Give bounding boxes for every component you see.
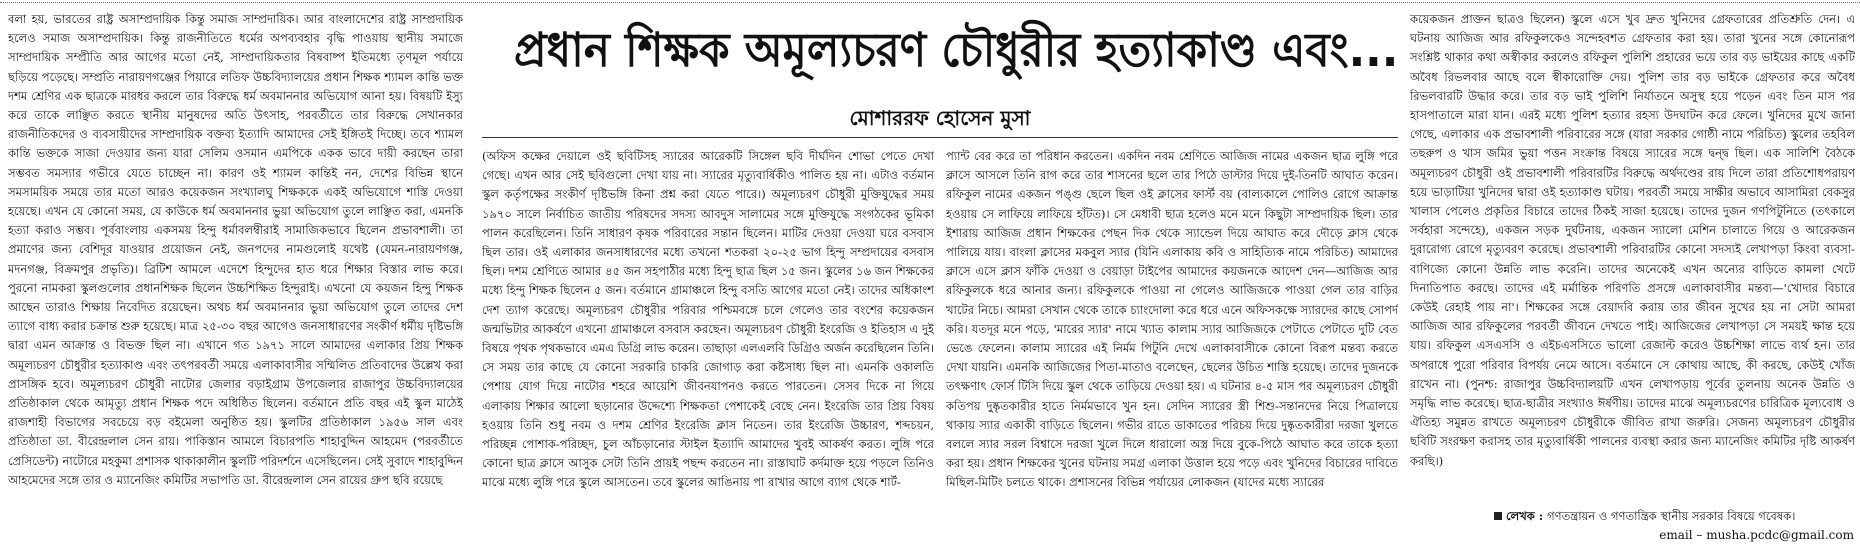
- article-column-2: [482, 147, 934, 538]
- author-email: email – musha.pcdc@gmail.com: [1659, 528, 1854, 542]
- top-dotted-rule: [0, 2, 1860, 3]
- author-note: [1494, 508, 1854, 524]
- author-note-text: গণতন্ত্রায়ন ও গণতান্ত্রিক স্থানীয় সরকার বিষয়ে গবেষক।: [1547, 509, 1796, 523]
- byline-rule: [482, 137, 1398, 138]
- bullet-square-icon: [1494, 512, 1502, 520]
- author-byline: মোশাররফ হোসেন মুসা: [849, 106, 1031, 130]
- column-2-text: (অফিস কক্ষের দেয়ালে ওই ছবিটিসহ স্যারের আরেকটি সিঙ্গেল ছবি দীর্ঘদিন শোভা পেতে দেখা গেছে। এখন আর সেই ছবিগুলো দেখা যায় না। স্যারের মৃত্যুবার্ষিকীও পালিত হয় না। এটাও বর্তমান স্কুল কর্তৃপক্ষের সংকীর্ণ দৃষ্টিভঙ্গি কিনা প্রশ্ন করা যেতে পারে।) অমূল্যচরণ চৌধুরী মুক্তিযুদ্ধের সময় ১৯৭০ সালে নির্বাচিত জাতীয় পরিষদের সদস্য আবদুস সালামের সঙ্গে মুক্তিযুদ্ধে সংগঠকের ভূমিকা পালন করেছিলেন। তিনি সাধারণ কৃষক পরিবারের সন্তান ছিলেন। মাটির দেওয়া দেওয়া ঘরে বসবাস ছিল তার। ওই এলাকার জনসাধারণের মধ্যে তখনো শতকরা ২০-২৫ ভাগ হিন্দু সম্প্রদায়ের বসবাস ছিল। দশম শ্রেণিতে আমার ৪৫ জন সহপাঠীর মধ্যে হিন্দু ছাত্র ছিল ১৫ জন। স্কুলের ১৬ জন শিক্ষকের মধ্যে হিন্দু শিক্ষক ছিলেন ৫ জন। বর্তমানে গ্রামাঞ্চলে হিন্দু বসতি আগের মতো নেই। তাদের অধিকাংশ দেশ ত্যাগ করেছে। অমূল্যচরণ চৌধুরীর পরিবার পশ্চিমবঙ্গে চলে গেলেও তার বংশের কয়েকজন জন্মভিটার আকর্ষণে এখনো গ্রামাঞ্চলে বসবাস করছেন। অমূল্যচরণ চৌধুরী ইংরেজি ও ইতিহাস এ দুই বিষয়ে পৃথক পৃথকভাবে এমএ ডিগ্রি লাভ করেন। তাছাড়া এলএলবি ডিগ্রিও অর্জন করেছিলেন তিনি। সে সময় তার কাছে যে কোনো সরকারি চাকরি জোগাড় করা কষ্টসাধ্য ছিল না। এমনকি ওকালতি পেশায় যোগ দিয়ে নাটোর শহরে আয়েশি জীবনযাপনও করতে পারতেন। সেসব দিকে না গিয়ে এলাকায় শিক্ষার আলো ছড়ানোর উদ্দেশ্যে শিক্ষকতা পেশাকেই বেছে নেন। ইংরেজি তার প্রিয় বিষয় হওয়ায় তিনি শুধু নবম ও দশম শ্রেণির ইংরেজি ক্লাস নিতেন। তার ইংরেজি উচ্চারণ, শব্দচয়ন, পরিচ্ছন্ন পোশাক-পরিচ্ছদ, চুল আঁচড়ানোর স্টাইল ইত্যাদি আমাদের খুবই আকর্ষণ করত। লুঙ্গি পরে কোনো ছাত্র ক্লাসে আসুক সেটা তিনি প্রায়ই পছন্দ করতেন না। রাস্তাঘাট কর্দমাক্ত হয়ে পড়লে তিনিও মাঝে মধ্যে লুঙ্গি পরে স্কুলে আসতেন। তবে স্কুলের আঙিনায় পা রাখার আগে ব্যাগ থেকে শার্ট-: [482, 149, 934, 490]
- author-note-label: লেখক :: [1506, 509, 1544, 523]
- headline: প্রধান শিক্ষক অমূল্যচরণ চৌধুরীর হত্যাকাণ্ড এবং...: [514, 23, 1399, 78]
- article-column-3: [946, 147, 1398, 538]
- column-4-text: কয়েকজন প্রাক্তন ছাত্রও ছিলেন) স্কুলে এসে খুব দ্রুত খুনিদের গ্রেফতারের প্রতিশ্রুতি দেন। এ ঘটনায় আজিজ আর রফিকুলকেও সন্দেহবশত গ্রেফতার করা হয়। তারা খুনের সঙ্গে কোনোরূপ সংশ্লিষ্ট থাকার কথা অস্বীকার করলেও রফিকুল পুলিশি প্রহারের ভয়ে তার বড় ভাইয়ের কাছে একটি অবৈধ রিভলবার আছে বলে স্বীকারোক্তি দেয়। পুলিশ তার বড় ভাইকে গ্রেফতার করে অবৈধ রিভলবারটি উদ্ধার করে। তার বড় ভাই পুলিশি নির্যাতনে অসুস্থ হয়ে পড়েন এবং তিন মাস পর হাসপাতালে মারা যান। এরই মধ্যে পুলিশ হত্যার রহস্য উদঘাটন করে ফেলে। খুনিদের মুখে জানা গেছে, এলাকার এক প্রভাবশালী পরিবারের সঙ্গে (যারা সরকার গোষ্ঠী নামে পরিচিত) স্কুলের তহবিল তছরুপ ও খাস জমির ভুয়া পত্তন সংক্রান্ত বিষয়ে স্যারের সঙ্গে দ্বন্দ্ব ছিল। এক সালিশি বৈঠকে অমূল্যচরণ চৌধুরী ওই প্রভাবশালী পরিবারটির বিরুদ্ধে অর্থদণ্ডের রায় দিলে তারা প্রতিশোধপরায়ণ হয়ে ভাড়াটিয়া খুনিদের দ্বারা ওই হত্যাকাণ্ড ঘটায়। পরবর্তী সময়ে সাক্ষীর অভাবে আসামিরা বেকসুর খালাস পেলেও প্রকৃতির বিচারে তাদের ঠিকই সাজা হয়েছে। তাদের দুজন গণপিটুনিতে (তৎকালে সর্বহারা সন্দেহে), একজন সড়ক দুর্ঘটনায়, একজন স্যালো মেশিন চালাতে গিয়ে ও আরেকজন দুরারোগ্য রোগে মৃত্যুবরণ করেছে। প্রভাবশালী পরিবারটির কোনো সদস্যই লেখাপড়া কিংবা ব্যবসা-বাণিজ্যে কোনো উন্নতি লাভ করেনি। তাদের অনেকেই এখন অন্যের বাড়িতে কামলা খেটে দিনাতিপাত করছে। তাদের এই মর্মান্তিক পরিণতি প্রসঙ্গে এলাকাবাসীর মন্তব্য—'খোদার বিচারে কেউই রেহাই পায় না'। শিক্ষকের সঙ্গে বেয়াদবি করায় তার জীবন সুখের হয় না সেটা আমরা আজিজ আর রফিকুলের পরবর্তী জীবনে দেখতে পাই। আজিজের লেখাপড়া সে সময়ই ক্ষান্ত হয়ে যায়। রফিকুল এসএসসি ও এইচএসসিতে ভালো রেজাল্ট করেও উচ্চশিক্ষা লাভে ব্যর্থ হন। তার অপরাধে পুরো পরিবার বিপর্যয় নেমে আসে। বর্তমানে সে কোথায় আছে, কী করছে, কেউই খোঁজ রাখেন না। (পুনশ্চ: রাজাপুর উচ্চবিদ্যালয়টি এখন লেখাপড়ায় পূর্বের তুলনায় অনেক উন্নতি ও সমৃদ্ধি লাভ করেছে। ছাত্র-ছাত্রীর সংখ্যাও ঈর্ষণীয়। তাদের মাঝে অমূল্যচরণের চারিত্রিক মূল্যবোধ ও ঐতিহ্য সমুন্নত রাখতে অমূল্যচরণ চৌধুরীকে জীবিত রাখা জরুরি। সেজন্য অমূল্যচরণ চৌধুরীর ছবিটি সংরক্ষণ করাসহ তার মৃত্যুবার্ষিকী পালনের ব্যবস্থা করার জন্য ম্যানেজিং কমিটির দৃষ্টি আকর্ষণ করছি।): [1410, 12, 1855, 468]
- article-column-1: [8, 10, 463, 542]
- article-column-4: [1410, 10, 1855, 500]
- column-1-text: বলা হয়, ভারতের রাষ্ট্র অসাম্প্রদায়িক কিন্তু সমাজ সাম্প্রদায়িক। আর বাংলাদেশের রাষ্ট্র সাম্প্রদায়িক হলেও সমাজ অসাম্প্রদায়িক। কিন্তু রাজনীতিতে ধর্মের অপব্যবহার বৃদ্ধি পাওয়ায় স্থানীয় সমাজে সাম্প্রদায়িক সম্প্রীতি আর আগের মতো নেই, সাম্প্রদায়িকতার বিষবাষ্প ইতিমধ্যে তৃণমূল পর্যায়ে ছড়িয়ে পড়েছে। সম্প্রতি নারায়ণগঞ্জের পিয়ারে লতিফ উচ্চবিদ্যালয়ের প্রধান শিক্ষক শ্যামল কান্তি ভক্ত দশম শ্রেণির এক ছাত্রকে মারধর করলে তার বিরুদ্ধে ধর্ম অবমাননার অভিযোগ আনা হয়। বিষয়টি ইস্যু করে তাকে লাঞ্ছিত করতে স্থানীয় মানুষদের অতি উৎসাহ, পরবর্তীতে তার বিরুদ্ধে সেখানকার রাজনীতিকদের ও ব্যবসায়ীদের সাম্প্রদায়িক বক্তব্য ইত্যাদি আমাদের সেই ইঙ্গিতই দিচ্ছে। তবে শ্যামল কান্তি ভক্তকে সাজা দেওয়ার জন্য যারা সেলিম ওসমান এমপিকে একক ভাবে দায়ী করছেন তারা সম্ভবত সমস্যার গভীরে যেতে চাচ্ছেন না। কারণ ওই শ্যামল কান্তিই নন, দেশের বিভিন্ন স্থানে সমসাময়িক সময়ে তার মতো আরও কয়েকজন সংখ্যালঘু শিক্ষককে একই অভিযোগে শাস্তি দেওয়া হয়েছে। এখন যে কোনো সময়, যে কাউকে ধর্ম অবমাননার ভুয়া অভিযোগ তুলে লাঞ্ছিত করা, এমনকি হত্যা করাও সম্ভব। পূর্ববাংলায় একসময় হিন্দু ধর্মাবলম্বীরাই সামাজিকভাবে ছিলেন প্রভাবশালী। তা প্রমাণের জন্য বেশিদূর যাওয়ার প্রয়োজন নেই, জনপদের নামগুলোই যথেষ্ট (যেমন-নারায়ণগঞ্জ, মদনগঞ্জ, বিক্রমপুর প্রভৃতি)। ব্রিটিশ আমলে এদেশে হিন্দুদের হাত ধরে শিক্ষার বিস্তার লাভ করে। পুরনো নামকরা স্কুলগুলোর প্রধানশিক্ষক ছিলেন উচ্চশিক্ষিত হিন্দুরাই। এখনো যে কয়জন হিন্দু শিক্ষক আছেন তারাও শিক্ষায় নিবেদিত রয়েছেন। অথচ ধর্ম অবমাননার ভুয়া অভিযোগ তুলে তাদের দেশ ত্যাগে বাধ্য করার চক্রান্ত শুরু হয়েছে। মাত্র ২৫-৩০ বছর আগেও জনসাধারণের সংকীর্ণ ধর্মীয় দৃষ্টিভঙ্গি দ্বারা এমন আক্রান্ত ও বিভক্ত ছিল না। এখানে গত ১৯৭১ সালে আমাদের এলাকার প্রিয় শিক্ষক অমূল্যচরণ চৌধুরীর হত্যাকাণ্ড এবং তৎপরবর্তী সময়ে এলাকাবাসীর সম্মিলিত প্রতিবাদের উল্লেখ করা প্রাসঙ্গিক হবে। অমূল্যচরণ চৌধুরী নাটোর জেলার বড়াইগ্রাম উপজেলার রাজাপুর উচ্চবিদ্যালয়ের প্রতিষ্ঠাকাল থেকে আমৃত্যু প্রধান শিক্ষক পদে অধিষ্ঠিত ছিলেন। বর্তমানে প্রতি বছর এই স্কুল মাঠেই রাজশাহী বিভাগের সবচেয়ে বড় বইমেলা অনুষ্ঠিত হয়। স্কুলটির প্রতিষ্ঠাকাল ১৯৫৬ সাল এবং প্রতিষ্ঠাতা ডা. বীরেন্দ্রলাল সেন রায়। পাকিস্তান আমলে বিচারপতি শাহাবুদ্দিন আহমেদ (পরবর্তীতে প্রেসিডেন্ট) নাটোরে মহকুমা প্রশাসক থাকাকালীন স্কুলটি পরিদর্শনে এসেছিলেন। সেই সুবাদে শাহাবুদ্দিন আহমেদের সঙ্গে তার ও ম্যানেজিং কমিটির সভাপতি ডা. বীরেন্দ্রলাল সেন রায়ের গ্রুপ ছবি রয়েছে: [8, 12, 463, 487]
- column-3-text: প্যান্ট বের করে তা পরিধান করতেন। একদিন নবম শ্রেণিতে আজিজ নামের একজন ছাত্র লুঙ্গি পরে ক্লাসে আসলে তিনি রাগ করে তার শাসনের ছলে তার পিঠে ডাস্টার দিয়ে দুই-তিনটি আঘাত করেন। রফিকুল নামের একজন পঙ্গু ছেলে ছিল ওই ক্লাসের ফার্স্ট বয় (বাল্যকালে পোলিও রোগে আক্রান্ত হওয়ায় সে লাফিয়ে লাফিয়ে হাঁটত)। সে মেধাবী ছাত্র হলেও মনে মনে কিছুটা সাম্প্রদায়িক ছিল। তার ইশারায় আজিজ প্রধান শিক্ষকের পেছন দিক থেকে স্যান্ডেল দিয়ে আঘাত করে দৌড়ে ক্লাস থেকে পালিয়ে যায়। বাংলা ক্লাসের মকবুল স্যার (যিনি এলাকায় কবি ও সাহিত্যিক নামে পরিচিত) আমাদের ক্লাসে এসে ক্লাস ফাঁকি দেওয়া ও বেয়াড়া টাইপের আমাদের কয়জনকে আদেশ দেন—আজিজ আর রফিকুলকে ধরে আনার জন্য। রফিকুলকে পাওয়া না গেলেও আজিজকে পাওয়া গেল তার বাড়ির খাটের নিচে। আমরা সেখান থেকে তাকে চ্যাংদোলা করে ধরে এনে অফিসকক্ষে স্যারদের কাছে সোপর্দ করি। যতদূর মনে পড়ে, 'মারের স্যার' নামে খ্যাত কালাম স্যার আজিজকে পেটাতে পেটাতে দুটি বেত ভেঙে ফেলেন। কালাম স্যারের এই নির্মম পিটুনি দেখে এলাকাবাসীকে কোনো বিরূপ মন্তব্য করতে দেখা যায়নি। এমনকি আজিজের পিতা-মাতাও বলেছেন, ছেলের উচিত শাস্তি হয়েছে। তাদের দুজনকে তৎক্ষণাৎ ফোর্স টিসি দিয়ে স্কুল থেকে তাড়িয়ে দেওয়া হয়। এ ঘটনার ৪-৫ মাস পর অমূল্যচরণ চৌধুরী কতিপয় দুষ্কৃতকারীর হাতে নির্মমভাবে খুন হন। সেদিন স্যারের স্ত্রী শিশু-সন্তানদের নিয়ে পিত্রালয়ে থাকায় স্যার একাকী বাড়িতে ছিলেন। গভীর রাতে ডাকাতের পরিচয় দিয়ে দুষ্কৃতকারীরা দরজা খুলতে বললে স্যার সরল বিশ্বাসে দরজা খুলে দিলে ধারালো অস্ত্র দিয়ে বুকে-পিঠে আঘাত করে তাকে হত্যা করা হয়। প্রধান শিক্ষকের খুনের ঘটনায় সমগ্র এলাকা উত্তাল হয়ে পড়ে এবং খুনিদের বিচারের দাবিতে মিছিল-মিটিং চলতে থাকে। প্রশাসনের বিভিন্ন পর্যায়ের লোকজন (যাদের মধ্যে স্যারের: [946, 149, 1398, 490]
